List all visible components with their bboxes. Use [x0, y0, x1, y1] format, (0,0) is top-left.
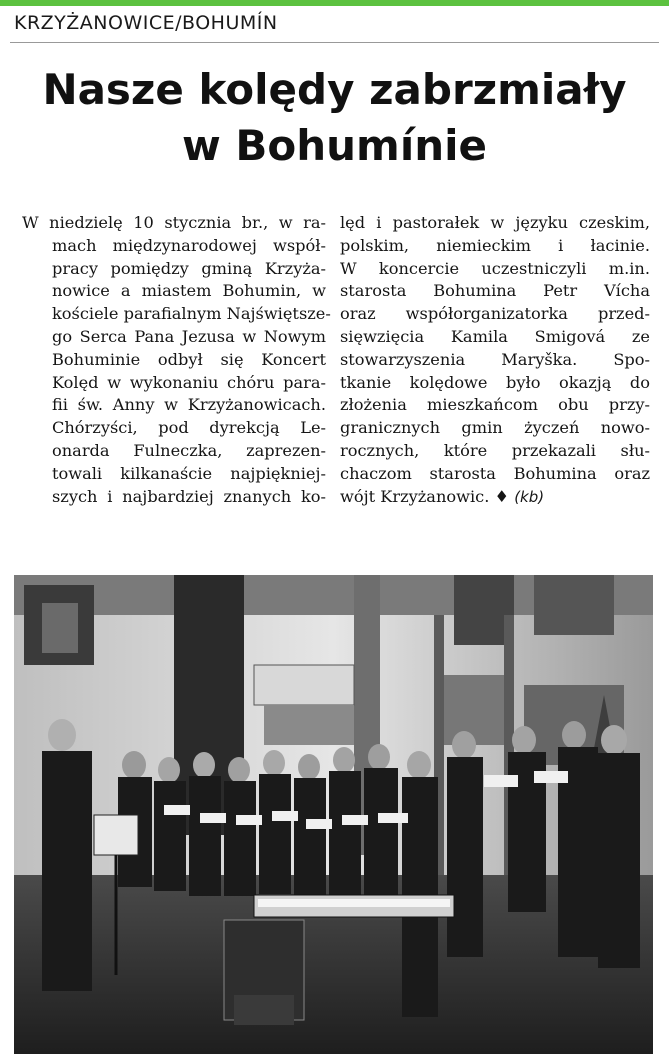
article-line: towali kilkanaście najpiękniej- — [52, 463, 326, 483]
headline-line-2: w Bohumínie — [181, 121, 488, 170]
article-line: polskim, niemieckim i łacinie. — [340, 235, 650, 255]
top-color-bar — [0, 0, 669, 6]
headline — [0, 62, 669, 174]
article-line: stowarzyszenia Maryška. Spo- — [340, 349, 650, 369]
article-line: mach międzynarodowej współ- — [52, 235, 326, 255]
article-line: granicznych gmin życzeń nowo- — [340, 418, 650, 438]
choir-photo-illustration — [14, 575, 653, 1054]
article-line: W niedzielę 10 stycznia br., w ra- — [22, 213, 326, 232]
section-label: KRZYŻANOWICE/BOHUMÍN — [14, 12, 278, 34]
choir-photo — [14, 575, 653, 1054]
article-line: chaczom starosta Bohumina oraz — [340, 463, 650, 483]
article-line: W koncercie uczestniczyli m.in. — [340, 258, 650, 278]
headline-line-1: Nasze kolędy zabrzmiały — [42, 65, 627, 114]
article-line: go Serca Pana Jezusa w Nowym — [52, 326, 326, 346]
article-column-1 — [22, 212, 331, 508]
article-line: nowice a miastem Bohumin, w — [52, 281, 326, 301]
article-line: rocznych, które przekazali słu- — [340, 440, 650, 460]
article-line: Bohuminie odbył się Koncert — [52, 349, 326, 369]
article-line: Chórzyści, pod dyrekcją Le- — [52, 418, 326, 438]
article-line: lęd i pastorałek w języku czeskim, — [340, 213, 650, 232]
article-line: pracy pomiędzy gminą Krzyża- — [52, 258, 326, 278]
section-divider — [10, 42, 659, 43]
article-line: szych i najbardziej znanych ko- — [52, 486, 326, 506]
article-line: oraz współorganizatorka przed- — [340, 304, 650, 324]
article-line: onarda Fulneczka, zaprezen- — [52, 440, 326, 460]
article-column-2 — [340, 212, 650, 508]
article-line: kościele parafialnym Najświętsze- — [52, 304, 331, 324]
article-line: tkanie kolędowe było okazją do — [340, 372, 650, 392]
article-line: wójt Krzyżanowic. — [340, 486, 490, 506]
end-mark-icon: ♦ — [494, 486, 510, 506]
author-signature: (kb) — [514, 487, 545, 506]
article-line: złożenia mieszkańcom obu przy- — [340, 395, 650, 415]
article-last-line — [340, 486, 650, 509]
article-line: starosta Bohumina Petr Vícha — [340, 281, 650, 301]
article-line: fii św. Anny w Krzyżanowicach. — [52, 395, 326, 415]
article-line: Kolęd w wykonaniu chóru para- — [52, 372, 326, 392]
article-line: sięwzięcia Kamila Smigová ze — [340, 326, 650, 346]
